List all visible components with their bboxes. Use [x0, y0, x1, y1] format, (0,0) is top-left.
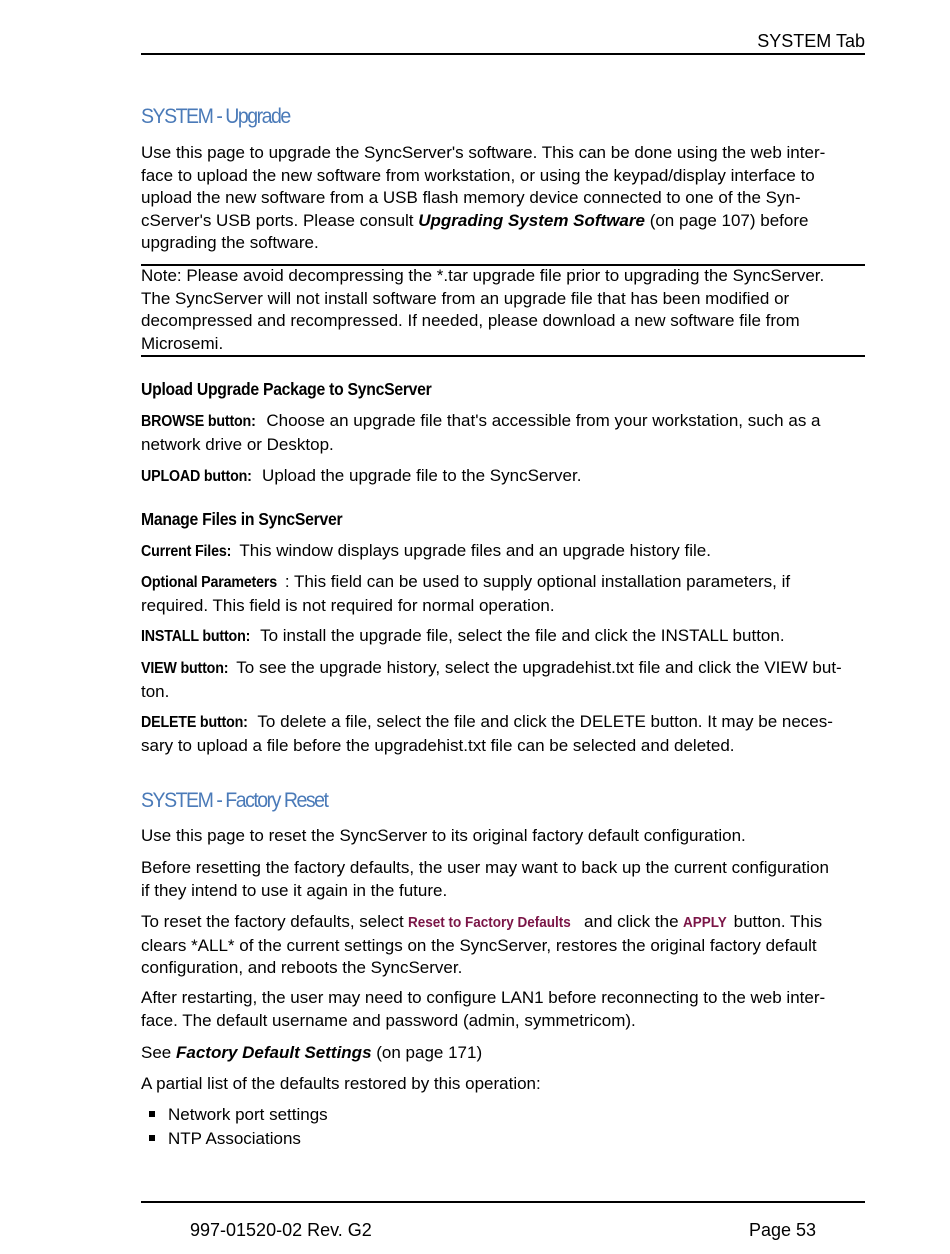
upload-heading: Upload Upgrade Package to SyncServer: [141, 379, 432, 399]
intro-line: upload the new software from a USB flash memory device connected to one of the Syn-: [141, 188, 801, 208]
bullet-text: NTP Associations: [168, 1129, 301, 1148]
note-line: Microsemi.: [141, 333, 224, 353]
browse-text: Choose an upgrade file that's accessible from your workstation, such as a: [261, 411, 821, 430]
p3-text: configuration, and reboots the SyncServer.: [141, 958, 463, 978]
view-text: ton.: [141, 681, 170, 701]
p6-text: A partial list of the defaults restored by this operation:: [141, 1074, 541, 1093]
note-box: [141, 265, 867, 355]
install-description: [141, 625, 867, 649]
browse-description: [141, 410, 867, 456]
delete-description: [141, 711, 867, 757]
p2-text: if they intend to use it again in the future.: [141, 880, 448, 900]
running-header: SYSTEM Tab: [757, 31, 865, 51]
intro-text: cServer's USB ports. Please consult: [141, 210, 419, 230]
bullet-text: Network port settings: [168, 1105, 328, 1124]
p1-text: Use this page to reset the SyncServer to its original factory default configuration.: [141, 826, 746, 845]
delete-text: To delete a file, select the file and click the DELETE button. It may be neces-: [253, 712, 833, 731]
factory-default-settings-link[interactable]: Factory Default Settings: [175, 1043, 372, 1062]
note-line: The SyncServer will not install software from an upgrade file that has been modified or: [141, 288, 790, 308]
upload-text: Upload the upgrade file to the SyncServer.: [257, 466, 582, 485]
note-line: decompressed and recompressed. If needed, please download a new software file from: [141, 311, 800, 331]
factory-reset-p3: [141, 911, 867, 980]
bullet-icon: [149, 1111, 155, 1117]
install-text: To install the upgrade file, select the file and click the INSTALL button.: [255, 626, 785, 645]
note-bottom-rule: [141, 355, 865, 357]
optional-parameters-term: Optional Parameters: [141, 574, 277, 591]
p4-text: After restarting, the user may need to configure LAN1 before reconnecting to the web inter-: [141, 988, 826, 1007]
factory-reset-p1: [141, 825, 867, 848]
install-term: INSTALL button:: [141, 628, 251, 645]
footer-rule: [141, 1201, 865, 1203]
header-rule: [141, 53, 865, 55]
delete-term: DELETE button:: [141, 714, 248, 731]
factory-reset-p2: [141, 857, 867, 902]
view-term: VIEW button:: [141, 660, 229, 677]
bullet-icon: [149, 1135, 155, 1141]
reset-to-factory-defaults-ref: Reset to Factory Defaults: [408, 914, 572, 931]
section-heading-upgrade: SYSTEM - Upgrade: [141, 105, 290, 128]
delete-text: sary to upload a file before the upgradehist.txt file can be selected and deleted.: [141, 735, 735, 755]
upgrading-software-link[interactable]: Upgrading System Software: [418, 210, 645, 230]
browse-term: BROWSE button:: [141, 413, 256, 430]
list-item: [149, 1104, 328, 1126]
intro-line: Use this page to upgrade the SyncServer's software. This can be done using the web inter-: [141, 143, 826, 162]
apply-ref: APPLY: [683, 914, 728, 931]
view-text: To see the upgrade history, select the upgradehist.txt file and click the VIEW but-: [231, 658, 842, 677]
intro-text: (on page 107) before: [644, 210, 809, 230]
browse-text: network drive or Desktop.: [141, 434, 334, 454]
p3-text: and click the: [579, 912, 684, 931]
view-description: [141, 657, 867, 703]
manage-heading: Manage Files in SyncServer: [141, 509, 343, 529]
p5-text: (on page 171): [371, 1043, 483, 1062]
section-heading-factory-reset: SYSTEM - Factory Reset: [141, 789, 328, 812]
factory-reset-p6: [141, 1073, 867, 1096]
p4-text: face. The default username and password (admin, symmetricom).: [141, 1010, 636, 1030]
current-files-description: [141, 540, 867, 564]
upload-term: UPLOAD button:: [141, 468, 252, 485]
document-number: 997-01520-02 Rev. G2: [190, 1220, 372, 1240]
current-files-term: Current Files:: [141, 543, 232, 560]
p3-text: clears *ALL* of the current settings on the SyncServer, restores the original factory default: [141, 935, 817, 955]
upload-description: [141, 465, 867, 489]
p5-text: See: [141, 1043, 176, 1062]
intro-line: face to upload the new software from workstation, or using the keypad/display interface to: [141, 165, 815, 185]
optional-text: : This field can be used to supply optional installation parameters, if: [284, 572, 791, 591]
factory-reset-p4: [141, 987, 867, 1032]
optional-parameters-description: [141, 571, 867, 617]
intro-line: upgrading the software.: [141, 233, 319, 253]
current-files-text: This window displays upgrade files and an upgrade history file.: [234, 541, 711, 560]
p3-text: button. This: [728, 912, 823, 931]
factory-reset-p5: [141, 1042, 867, 1065]
p3-text: To reset the factory defaults, select: [141, 912, 409, 931]
note-line: Note: Please avoid decompressing the *.tar upgrade file prior to upgrading the SyncServer.: [141, 266, 825, 285]
list-item: [149, 1128, 301, 1150]
page-number: Page 53: [748, 1220, 816, 1240]
upgrade-intro: [141, 142, 867, 255]
optional-text: required. This field is not required for normal operation.: [141, 595, 555, 615]
p2-text: Before resetting the factory defaults, the user may want to back up the current configuration: [141, 858, 829, 877]
